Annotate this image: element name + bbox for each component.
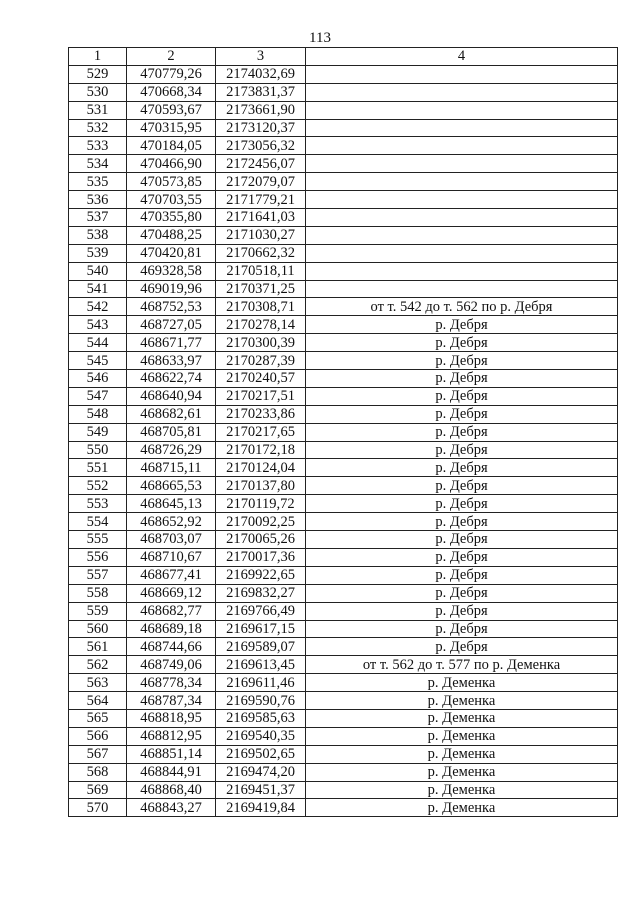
cell-point-number: 551 xyxy=(69,459,127,477)
cell-x-coordinate: 468703,07 xyxy=(127,531,216,549)
cell-x-coordinate: 468752,53 xyxy=(127,298,216,316)
cell-x-coordinate: 468633,97 xyxy=(127,352,216,370)
table-row xyxy=(69,531,618,549)
cell-y-coordinate: 2169611,46 xyxy=(216,674,306,692)
cell-y-coordinate: 2170300,39 xyxy=(216,334,306,352)
table-row xyxy=(69,459,618,477)
table-row xyxy=(69,405,618,423)
cell-y-coordinate: 2171030,27 xyxy=(216,226,306,244)
cell-y-coordinate: 2171641,03 xyxy=(216,209,306,227)
table-header-row xyxy=(69,48,618,66)
cell-description: р. Дебря xyxy=(306,423,618,441)
cell-x-coordinate: 468671,77 xyxy=(127,334,216,352)
cell-x-coordinate: 468778,34 xyxy=(127,674,216,692)
cell-description: р. Дебря xyxy=(306,531,618,549)
cell-point-number: 563 xyxy=(69,674,127,692)
cell-description xyxy=(306,191,618,209)
cell-y-coordinate: 2170137,80 xyxy=(216,477,306,495)
cell-x-coordinate: 468843,27 xyxy=(127,799,216,817)
table-row xyxy=(69,727,618,745)
cell-x-coordinate: 470355,80 xyxy=(127,209,216,227)
cell-point-number: 546 xyxy=(69,370,127,388)
cell-x-coordinate: 468726,29 xyxy=(127,441,216,459)
table-body xyxy=(69,65,618,816)
cell-x-coordinate: 468640,94 xyxy=(127,387,216,405)
cell-point-number: 553 xyxy=(69,495,127,513)
cell-y-coordinate: 2173661,90 xyxy=(216,101,306,119)
cell-x-coordinate: 468652,92 xyxy=(127,513,216,531)
cell-description: р. Дебря xyxy=(306,334,618,352)
table-row xyxy=(69,548,618,566)
cell-y-coordinate: 2169832,27 xyxy=(216,584,306,602)
cell-y-coordinate: 2174032,69 xyxy=(216,65,306,83)
cell-y-coordinate: 2170518,11 xyxy=(216,262,306,280)
cell-point-number: 541 xyxy=(69,280,127,298)
table-row xyxy=(69,495,618,513)
cell-x-coordinate: 468749,06 xyxy=(127,656,216,674)
column-header-description: 4 xyxy=(306,48,618,66)
cell-x-coordinate: 468715,11 xyxy=(127,459,216,477)
cell-y-coordinate: 2173120,37 xyxy=(216,119,306,137)
cell-x-coordinate: 468669,12 xyxy=(127,584,216,602)
cell-description: р. Деменка xyxy=(306,674,618,692)
cell-point-number: 534 xyxy=(69,155,127,173)
table-row xyxy=(69,584,618,602)
cell-description: р. Дебря xyxy=(306,548,618,566)
table-row xyxy=(69,65,618,83)
cell-description: от т. 542 до т. 562 по р. Дебря xyxy=(306,298,618,316)
cell-description xyxy=(306,137,618,155)
cell-x-coordinate: 468744,66 xyxy=(127,638,216,656)
cell-description: р. Деменка xyxy=(306,692,618,710)
cell-point-number: 556 xyxy=(69,548,127,566)
cell-x-coordinate: 468727,05 xyxy=(127,316,216,334)
table-row xyxy=(69,262,618,280)
cell-point-number: 545 xyxy=(69,352,127,370)
cell-x-coordinate: 468622,74 xyxy=(127,370,216,388)
cell-y-coordinate: 2170065,26 xyxy=(216,531,306,549)
table-row xyxy=(69,423,618,441)
cell-y-coordinate: 2169502,65 xyxy=(216,745,306,763)
cell-x-coordinate: 469328,58 xyxy=(127,262,216,280)
table-row xyxy=(69,781,618,799)
table-row xyxy=(69,602,618,620)
table-row xyxy=(69,799,618,817)
cell-point-number: 568 xyxy=(69,763,127,781)
cell-x-coordinate: 470315,95 xyxy=(127,119,216,137)
table-row xyxy=(69,119,618,137)
table-row xyxy=(69,191,618,209)
table-row xyxy=(69,566,618,584)
cell-description xyxy=(306,173,618,191)
cell-y-coordinate: 2169590,76 xyxy=(216,692,306,710)
cell-y-coordinate: 2172079,07 xyxy=(216,173,306,191)
cell-y-coordinate: 2169451,37 xyxy=(216,781,306,799)
cell-y-coordinate: 2170092,25 xyxy=(216,513,306,531)
cell-description xyxy=(306,244,618,262)
cell-x-coordinate: 468689,18 xyxy=(127,620,216,638)
cell-y-coordinate: 2170371,25 xyxy=(216,280,306,298)
table-row xyxy=(69,101,618,119)
cell-x-coordinate: 468682,77 xyxy=(127,602,216,620)
cell-y-coordinate: 2173831,37 xyxy=(216,83,306,101)
cell-description xyxy=(306,262,618,280)
cell-point-number: 548 xyxy=(69,405,127,423)
cell-description xyxy=(306,226,618,244)
cell-description: р. Дебря xyxy=(306,316,618,334)
cell-point-number: 533 xyxy=(69,137,127,155)
cell-point-number: 554 xyxy=(69,513,127,531)
table-row xyxy=(69,173,618,191)
cell-y-coordinate: 2170233,86 xyxy=(216,405,306,423)
cell-point-number: 562 xyxy=(69,656,127,674)
table-row xyxy=(69,638,618,656)
cell-point-number: 560 xyxy=(69,620,127,638)
cell-description: р. Деменка xyxy=(306,799,618,817)
cell-description xyxy=(306,280,618,298)
cell-description: р. Деменка xyxy=(306,745,618,763)
cell-point-number: 549 xyxy=(69,423,127,441)
cell-x-coordinate: 468705,81 xyxy=(127,423,216,441)
cell-y-coordinate: 2169585,63 xyxy=(216,709,306,727)
cell-y-coordinate: 2170308,71 xyxy=(216,298,306,316)
cell-description: р. Дебря xyxy=(306,602,618,620)
coordinates-table xyxy=(68,47,618,817)
cell-x-coordinate: 470420,81 xyxy=(127,244,216,262)
cell-point-number: 559 xyxy=(69,602,127,620)
table-row xyxy=(69,316,618,334)
cell-point-number: 561 xyxy=(69,638,127,656)
column-header-y-coordinate: 3 xyxy=(216,48,306,66)
cell-y-coordinate: 2170662,32 xyxy=(216,244,306,262)
table-row xyxy=(69,334,618,352)
table-row xyxy=(69,709,618,727)
cell-y-coordinate: 2173056,32 xyxy=(216,137,306,155)
cell-y-coordinate: 2169922,65 xyxy=(216,566,306,584)
table-row xyxy=(69,209,618,227)
cell-y-coordinate: 2172456,07 xyxy=(216,155,306,173)
cell-point-number: 530 xyxy=(69,83,127,101)
cell-y-coordinate: 2169419,84 xyxy=(216,799,306,817)
cell-description xyxy=(306,119,618,137)
table-row xyxy=(69,137,618,155)
cell-description: р. Дебря xyxy=(306,441,618,459)
cell-description: р. Деменка xyxy=(306,727,618,745)
cell-point-number: 543 xyxy=(69,316,127,334)
table-row xyxy=(69,298,618,316)
cell-description xyxy=(306,155,618,173)
cell-point-number: 532 xyxy=(69,119,127,137)
cell-y-coordinate: 2170278,14 xyxy=(216,316,306,334)
cell-description: р. Дебря xyxy=(306,638,618,656)
table-row xyxy=(69,83,618,101)
cell-x-coordinate: 468818,95 xyxy=(127,709,216,727)
cell-x-coordinate: 468645,13 xyxy=(127,495,216,513)
page-number: 113 xyxy=(309,30,331,46)
cell-x-coordinate: 470466,90 xyxy=(127,155,216,173)
cell-point-number: 539 xyxy=(69,244,127,262)
table-row xyxy=(69,620,618,638)
cell-y-coordinate: 2169617,15 xyxy=(216,620,306,638)
cell-x-coordinate: 468682,61 xyxy=(127,405,216,423)
cell-x-coordinate: 468812,95 xyxy=(127,727,216,745)
cell-point-number: 570 xyxy=(69,799,127,817)
cell-x-coordinate: 470573,85 xyxy=(127,173,216,191)
cell-description: р. Дебря xyxy=(306,566,618,584)
cell-point-number: 536 xyxy=(69,191,127,209)
table-row xyxy=(69,352,618,370)
cell-x-coordinate: 468677,41 xyxy=(127,566,216,584)
cell-description xyxy=(306,83,618,101)
cell-x-coordinate: 470488,25 xyxy=(127,226,216,244)
cell-description: р. Деменка xyxy=(306,763,618,781)
cell-description: р. Дебря xyxy=(306,370,618,388)
cell-description: р. Дебря xyxy=(306,352,618,370)
column-header-point-number: 1 xyxy=(69,48,127,66)
table-row xyxy=(69,656,618,674)
cell-x-coordinate: 468868,40 xyxy=(127,781,216,799)
cell-description: р. Деменка xyxy=(306,781,618,799)
cell-point-number: 552 xyxy=(69,477,127,495)
cell-description: р. Дебря xyxy=(306,459,618,477)
cell-point-number: 542 xyxy=(69,298,127,316)
cell-point-number: 555 xyxy=(69,531,127,549)
cell-point-number: 544 xyxy=(69,334,127,352)
column-header-x-coordinate: 2 xyxy=(127,48,216,66)
cell-x-coordinate: 470184,05 xyxy=(127,137,216,155)
table-row xyxy=(69,387,618,405)
cell-point-number: 537 xyxy=(69,209,127,227)
cell-description: р. Деменка xyxy=(306,709,618,727)
cell-point-number: 565 xyxy=(69,709,127,727)
cell-point-number: 529 xyxy=(69,65,127,83)
cell-x-coordinate: 468787,34 xyxy=(127,692,216,710)
table-row xyxy=(69,370,618,388)
cell-description xyxy=(306,209,618,227)
cell-point-number: 569 xyxy=(69,781,127,799)
table-row xyxy=(69,674,618,692)
table-row xyxy=(69,280,618,298)
table-row xyxy=(69,226,618,244)
cell-description: р. Дебря xyxy=(306,513,618,531)
table-row xyxy=(69,441,618,459)
cell-y-coordinate: 2170172,18 xyxy=(216,441,306,459)
cell-point-number: 550 xyxy=(69,441,127,459)
cell-description xyxy=(306,101,618,119)
cell-y-coordinate: 2170017,36 xyxy=(216,548,306,566)
table-row xyxy=(69,692,618,710)
cell-point-number: 540 xyxy=(69,262,127,280)
cell-description: р. Дебря xyxy=(306,387,618,405)
cell-description xyxy=(306,65,618,83)
cell-point-number: 538 xyxy=(69,226,127,244)
cell-y-coordinate: 2170119,72 xyxy=(216,495,306,513)
cell-point-number: 567 xyxy=(69,745,127,763)
cell-x-coordinate: 470703,55 xyxy=(127,191,216,209)
cell-point-number: 566 xyxy=(69,727,127,745)
cell-x-coordinate: 468851,14 xyxy=(127,745,216,763)
cell-y-coordinate: 2169613,45 xyxy=(216,656,306,674)
cell-y-coordinate: 2170287,39 xyxy=(216,352,306,370)
cell-point-number: 558 xyxy=(69,584,127,602)
table-row xyxy=(69,155,618,173)
table-row xyxy=(69,477,618,495)
table-row xyxy=(69,763,618,781)
cell-description: р. Дебря xyxy=(306,620,618,638)
cell-y-coordinate: 2169474,20 xyxy=(216,763,306,781)
cell-y-coordinate: 2169540,35 xyxy=(216,727,306,745)
cell-x-coordinate: 468665,53 xyxy=(127,477,216,495)
cell-y-coordinate: 2170240,57 xyxy=(216,370,306,388)
cell-description: р. Дебря xyxy=(306,477,618,495)
cell-x-coordinate: 469019,96 xyxy=(127,280,216,298)
table-row xyxy=(69,745,618,763)
cell-y-coordinate: 2170124,04 xyxy=(216,459,306,477)
cell-point-number: 531 xyxy=(69,101,127,119)
cell-y-coordinate: 2170217,65 xyxy=(216,423,306,441)
cell-x-coordinate: 470668,34 xyxy=(127,83,216,101)
cell-x-coordinate: 468844,91 xyxy=(127,763,216,781)
cell-x-coordinate: 470593,67 xyxy=(127,101,216,119)
cell-x-coordinate: 470779,26 xyxy=(127,65,216,83)
cell-point-number: 535 xyxy=(69,173,127,191)
cell-y-coordinate: 2169589,07 xyxy=(216,638,306,656)
cell-point-number: 547 xyxy=(69,387,127,405)
cell-y-coordinate: 2171779,21 xyxy=(216,191,306,209)
cell-point-number: 564 xyxy=(69,692,127,710)
cell-description: р. Дебря xyxy=(306,405,618,423)
cell-x-coordinate: 468710,67 xyxy=(127,548,216,566)
cell-description: от т. 562 до т. 577 по р. Деменка xyxy=(306,656,618,674)
table-row xyxy=(69,513,618,531)
cell-description: р. Дебря xyxy=(306,495,618,513)
cell-y-coordinate: 2170217,51 xyxy=(216,387,306,405)
cell-y-coordinate: 2169766,49 xyxy=(216,602,306,620)
cell-description: р. Дебря xyxy=(306,584,618,602)
table-row xyxy=(69,244,618,262)
cell-point-number: 557 xyxy=(69,566,127,584)
